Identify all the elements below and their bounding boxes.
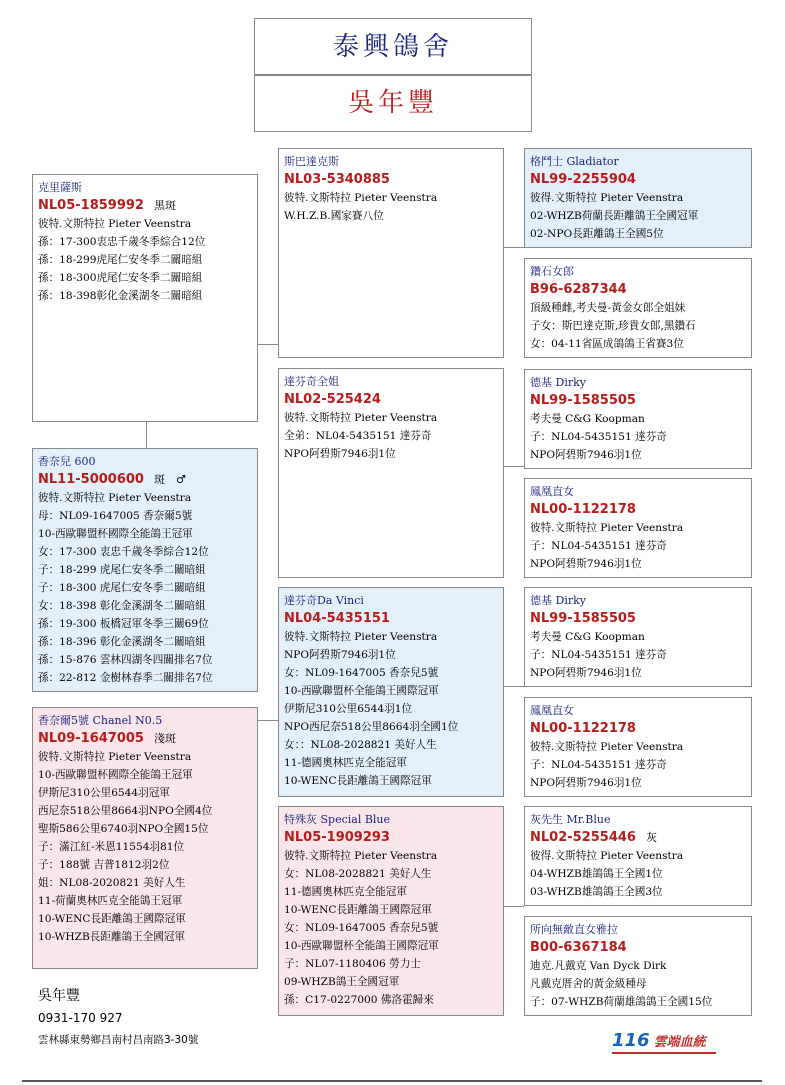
- pedigree-line: 伊斯尼310公里6544羽冠軍: [38, 787, 170, 799]
- ring-number: B00-6367184: [530, 940, 627, 955]
- pedigree-box-dam-sire: [278, 587, 504, 797]
- ring-number: NL99-1585505: [530, 611, 636, 626]
- pedigree-line: 02-NPO長距離鴿王全國5位: [530, 228, 664, 240]
- pedigree-line: 子：18-299 虎尾仁安冬季二關暗組: [38, 564, 206, 576]
- ring-number-row: [284, 171, 498, 189]
- owner-title: 吳年豐: [254, 74, 532, 132]
- pedigree-box-dds: [524, 806, 752, 906]
- pedigree-line: 全弟：NL04-5435151 達芬奇: [284, 430, 432, 442]
- pedigree-line: 子：NL04-5435151 達芬奇: [530, 431, 667, 443]
- bird-name: 德基 Dirky: [530, 594, 586, 607]
- pedigree-line: 子：NL04-5435151 達芬奇: [530, 540, 667, 552]
- ring-number: NL03-5340885: [284, 172, 390, 187]
- pedigree-line: 孫：18-299虎尾仁安冬季二關暗組: [38, 254, 203, 266]
- ring-number-row: [38, 471, 252, 489]
- pedigree-line: 子：NL04-5435151 達芬奇: [530, 649, 667, 661]
- pedigree-line: NPO阿碧斯7946羽1位: [530, 449, 642, 461]
- pedigree-line: 子：18-300 虎尾仁安冬季二關暗組: [38, 582, 206, 594]
- bird-name: 鑽石女郎: [530, 265, 574, 278]
- pedigree-line: 10-WENC長距離鴿王國際冠軍: [284, 904, 432, 916]
- pedigree-line: 姐：NL08-2020821 美好人生: [38, 877, 186, 889]
- pedigree-line: 子：188號 吉普1812羽2位: [38, 859, 170, 871]
- pedigree-box-sss: [524, 148, 752, 248]
- bird-name: 斯巴達克斯: [284, 155, 339, 168]
- pedigree-line: 子：07-WHZB荷蘭雄鴿鴿王全國15位: [530, 996, 713, 1008]
- ring-number: B96-6287344: [530, 282, 627, 297]
- bird-name: 灰先生 Mr.Blue: [530, 813, 611, 826]
- pedigree-line: 子：NL07-1180406 勞力士: [284, 958, 421, 970]
- ring-number: NL99-1585505: [530, 393, 636, 408]
- pedigree-line: NPO阿碧斯7946羽1位: [530, 667, 642, 679]
- pedigree-line: 孫：C17-0227000 佛洛霍歸來: [284, 994, 434, 1006]
- pedigree-line: 子：NL04-5435151 達芬奇: [530, 759, 667, 771]
- owner-phone: 0931-170 927: [38, 1011, 123, 1025]
- loft-title: 泰興鴿舍: [254, 18, 532, 76]
- pedigree-line: 女：04-11省區成鴿鴿王省賽3位: [530, 338, 684, 350]
- ring-number: NL00-1122178: [530, 502, 636, 517]
- bird-color: 黑斑: [153, 199, 176, 212]
- bird-color: 灰: [645, 831, 657, 844]
- bird-color: 淺斑: [153, 732, 176, 745]
- connector-line: [504, 466, 524, 467]
- bird-name: 香奈爾5號 Chanel N0.5: [38, 714, 163, 727]
- pedigree-box-sdd: [524, 478, 752, 578]
- pedigree-box-subject: [32, 448, 258, 692]
- pedigree-box-dss: [524, 587, 752, 687]
- pedigree-box-dam: [32, 707, 258, 969]
- pedigree-box-ssd: [524, 258, 752, 358]
- connector-line: [258, 344, 278, 345]
- pedigree-line: 女：NL09-1647005 香奈兒5號: [284, 922, 439, 934]
- pedigree-line: 彼特.文斯特拉 Pieter Veenstra: [530, 741, 684, 753]
- pedigree-line: 彼特.文斯特拉 Pieter Veenstra: [38, 751, 192, 763]
- ring-number-row: [530, 939, 746, 957]
- ring-number-row: [284, 610, 498, 628]
- pedigree-line: 凡戴克厝舍的黃金級種母: [530, 978, 647, 990]
- bird-name: 克里薩斯: [38, 181, 82, 194]
- pedigree-line: 彼得.文斯特拉 Pieter Veenstra: [530, 192, 684, 204]
- ring-number-row: [530, 501, 746, 519]
- site-logo: [612, 1030, 706, 1051]
- ring-number: NL99-2255904: [530, 172, 636, 187]
- pedigree-line: 孫：17-300衷忠千歲冬季綜合12位: [38, 236, 206, 248]
- pedigree-box-sire-dam: [278, 368, 504, 578]
- pedigree-line: 10-西歐聯盟杯國際全能鴿王冠軍: [38, 528, 193, 540]
- pedigree-line: 迪克.凡戴克 Van Dyck Dirk: [530, 960, 667, 972]
- ring-number-row: [530, 610, 746, 628]
- pedigree-line: 考夫曼 C&G Koopman: [530, 631, 645, 643]
- pedigree-line: 09-WHZB鴿王全國冠軍: [284, 976, 400, 988]
- pedigree-line: 04-WHZB雄鴿鴿王全國1位: [530, 868, 663, 880]
- pedigree-line: 孫：22-812 金樹林春季二關排名7位: [38, 672, 213, 684]
- connector-line: [504, 686, 524, 687]
- ring-number: NL02-5255446: [530, 830, 636, 845]
- pedigree-line: 孫：18-398彰化金溪湖冬二關暗組: [38, 290, 203, 302]
- pedigree-line: 伊斯尼310公里6544羽1位: [284, 703, 413, 715]
- bird-name: 德基 Dirky: [530, 376, 586, 389]
- pedigree-line: 彼特.文斯特拉 Pieter Veenstra: [530, 522, 684, 534]
- pedigree-line: NPO阿碧斯7946羽1位: [284, 649, 396, 661]
- bird-name: 香奈兒 600: [38, 455, 96, 468]
- pedigree-line: 女：NL09-1647005 香奈兒5號: [284, 667, 439, 679]
- ring-number-row: [38, 730, 252, 748]
- ring-number-row: [284, 391, 498, 409]
- pedigree-line: 11-荷蘭奧林匹克全能鴿王冠軍: [38, 895, 183, 907]
- pedigree-line: 子：滿江紅-米恩11554羽81位: [38, 841, 185, 853]
- connector-line: [146, 422, 147, 448]
- pedigree-line: 孫：18-396 彰化金溪湖冬二關暗組: [38, 636, 206, 648]
- pedigree-line: 彼特.文斯特拉 Pieter Veenstra: [284, 850, 438, 862]
- connector-line: [504, 247, 524, 248]
- ring-number-row: [530, 392, 746, 410]
- pedigree-box-ddd: [524, 916, 752, 1016]
- pedigree-box-sire: [32, 174, 258, 422]
- bird-name: 特殊灰 Special Blue: [284, 813, 391, 826]
- logo-underline: [612, 1052, 716, 1054]
- pedigree-line: 孫：15-876 雲林四湖冬四關排名7位: [38, 654, 213, 666]
- pedigree-line: 10-西歐聯盟杯全能鴿王國際冠軍: [284, 940, 439, 952]
- pedigree-line: 子女：斯巴達克斯,珍貴女郎,黑鑽石: [530, 320, 696, 332]
- pedigree-line: 彼特.文斯特拉 Pieter Veenstra: [284, 192, 438, 204]
- pedigree-line: 02-WHZB荷蘭長距離鴿王全國冠軍: [530, 210, 699, 222]
- ring-number-row: [38, 197, 252, 215]
- pedigree-line: 女：NL08-2028821 美好人生: [284, 868, 432, 880]
- ring-number: NL04-5435151: [284, 611, 390, 626]
- connector-line: [504, 906, 524, 907]
- bird-name: 達芬奇全姐: [284, 375, 339, 388]
- pedigree-line: 母：NL09-1647005 香奈爾5號: [38, 510, 193, 522]
- logo-text: 雲端血統: [653, 1035, 706, 1050]
- pedigree-line: NPO阿碧斯7946羽1位: [530, 558, 642, 570]
- pedigree-box-sire-sire: [278, 148, 504, 358]
- bird-name: 所向無敵直女雅拉: [530, 923, 618, 936]
- pedigree-line: W.H.Z.B.國家賽八位: [284, 210, 384, 222]
- connector-line: [258, 720, 278, 721]
- ring-number: NL05-1909293: [284, 830, 390, 845]
- pedigree-line: 彼得.文斯特拉 Pieter Veenstra: [530, 850, 684, 862]
- ring-number: NL11-5000600: [38, 472, 144, 487]
- pedigree-box-dsd: [524, 697, 752, 797]
- pedigree-line: 10-WHZB長距離鴿王全國冠軍: [38, 931, 186, 943]
- ring-number: NL05-1859992: [38, 198, 144, 213]
- pedigree-box-sds: [524, 369, 752, 469]
- pedigree-line: 女：18-398 彰化金溪湖冬二關暗組: [38, 600, 206, 612]
- bottom-divider: [22, 1080, 762, 1082]
- owner-info: [38, 985, 198, 1051]
- ring-number-row: [530, 281, 746, 299]
- pedigree-line: NPO阿碧斯7946羽1位: [284, 448, 396, 460]
- pedigree-line: 11-德國奧林匹克全能冠軍: [284, 757, 407, 769]
- pedigree-line: 聖斯586公里6740羽NPO全國15位: [38, 823, 209, 835]
- pedigree-line: 10-西歐聯盟杯國際全能鴿王冠軍: [38, 769, 193, 781]
- pedigree-line: NPO阿碧斯7946羽1位: [530, 777, 642, 789]
- ring-number-row: [530, 829, 746, 847]
- owner-name: 吳年豐: [38, 988, 80, 1004]
- pedigree-line: 頂級種雌,考夫曼-黃金女郎全姐妹: [530, 302, 686, 314]
- bird-name: 鳳凰直女: [530, 704, 574, 717]
- pedigree-line: 考夫曼 C&G Koopman: [530, 413, 645, 425]
- ring-number-row: [530, 171, 746, 189]
- pedigree-line: 西尼奈518公里8664羽NPO全國4位: [38, 805, 213, 817]
- ring-number: NL02-525424: [284, 392, 381, 407]
- pedigree-line: 11-德國奧林匹克全能冠軍: [284, 886, 407, 898]
- logo-number: 116: [612, 1030, 650, 1051]
- pedigree-line: 彼特.文斯特拉 Pieter Veenstra: [38, 492, 192, 504]
- pedigree-line: 彼特.文斯特拉 Pieter Veenstra: [284, 412, 438, 424]
- pedigree-line: 03-WHZB雄鴿鴿王全國3位: [530, 886, 663, 898]
- ring-number: NL09-1647005: [38, 731, 144, 746]
- bird-color: 斑 ♂: [153, 473, 186, 486]
- bird-name: 達芬奇Da Vinci: [284, 594, 364, 607]
- bird-name: 格鬥士 Gladiator: [530, 155, 619, 168]
- pedigree-line: 女：：NL08-2028821 美好人生: [284, 739, 437, 751]
- pedigree-line: 10-WENC長距離鴿王國際冠軍: [284, 775, 432, 787]
- pedigree-line: NPO西尼奈518公里8664羽全國1位: [284, 721, 459, 733]
- pedigree-box-dam-dam: [278, 806, 504, 1016]
- bird-name: 鳳凰直女: [530, 485, 574, 498]
- pedigree-line: 女：17-300 衷忠千歲冬季綜合12位: [38, 546, 209, 558]
- pedigree-line: 10-WENC長距離鴿王國際冠軍: [38, 913, 186, 925]
- pedigree-line: 彼特.文斯特拉 Pieter Veenstra: [284, 631, 438, 643]
- pedigree-line: 彼特.文斯特拉 Pieter Veenstra: [38, 218, 192, 230]
- pedigree-line: 孫：18-300虎尾仁安冬季二關暗組: [38, 272, 203, 284]
- ring-number: NL00-1122178: [530, 721, 636, 736]
- ring-number-row: [284, 829, 498, 847]
- pedigree-line: 孫：19-300 板橋冠軍冬季三關69位: [38, 618, 209, 630]
- owner-address: 雲林縣東勢鄉昌南村昌南路3-30號: [38, 1034, 199, 1046]
- pedigree-line: 10-西歐聯盟杯全能鴿王國際冠軍: [284, 685, 439, 697]
- ring-number-row: [530, 720, 746, 738]
